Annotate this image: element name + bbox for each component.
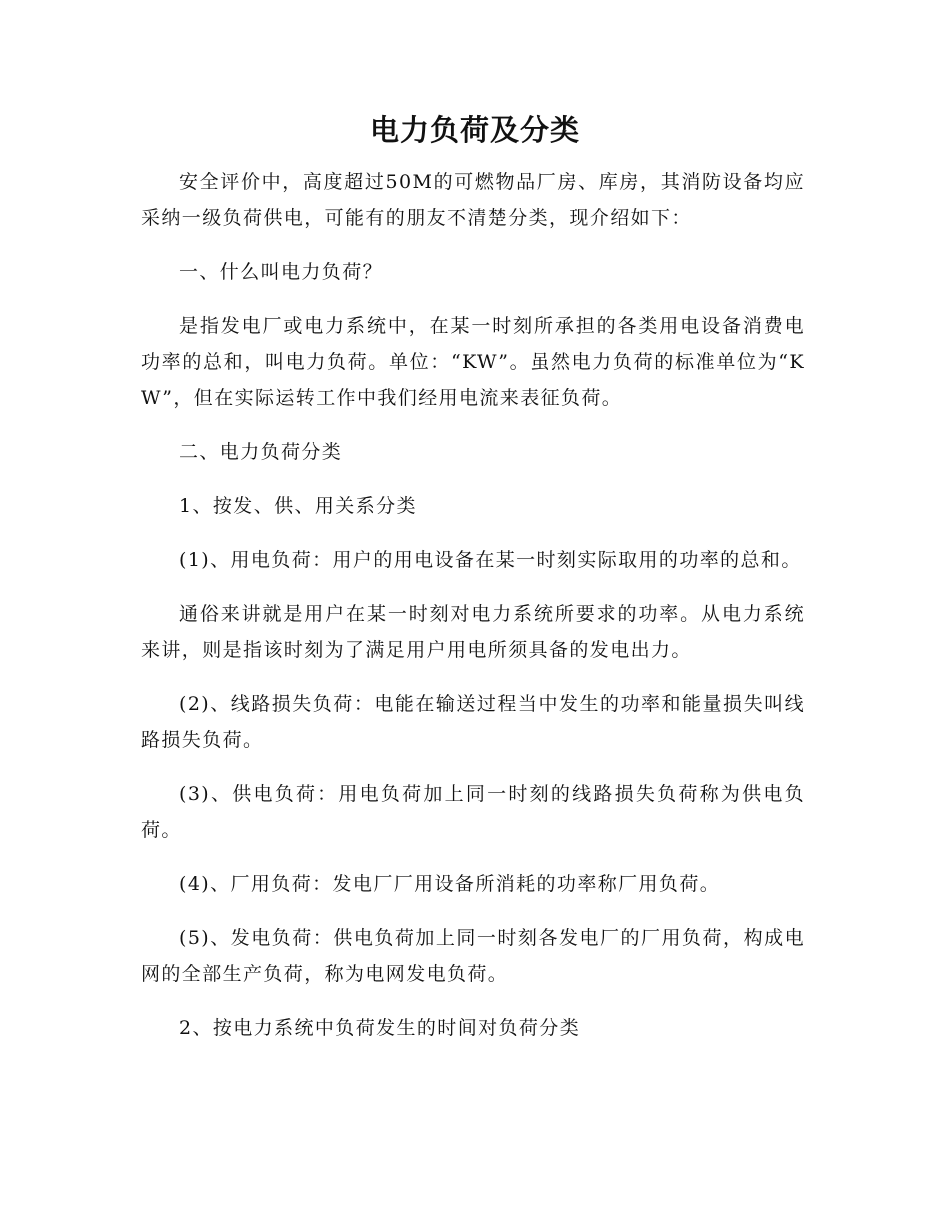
subsection-heading-2: 2、按电力系统中负荷发生的时间对负荷分类 bbox=[179, 1017, 581, 1039]
paragraph-intro: 安全评价中，高度超过50M的可燃物品厂房、库房，其消防设备均应采纳一级负荷供电，可能有的朋友不清楚分类，现介绍如下： bbox=[141, 171, 805, 229]
section-heading-1: 一、什么叫电力负荷？ bbox=[179, 261, 384, 283]
paragraph-item-5: (5)、发电负荷：供电负荷加上同一时刻各发电厂的厂用负荷，构成电网的全部生产负荷，称为电网发电负荷。 bbox=[141, 927, 805, 985]
section-heading-2: 二、电力负荷分类 bbox=[179, 441, 343, 463]
subsection-heading-1: 1、按发、供、用关系分类 bbox=[179, 495, 417, 517]
paragraph-item-1: (1)、用电负荷：用户的用电设备在某一时刻实际取用的功率的总和。 bbox=[179, 549, 802, 571]
paragraph-item-3: (3)、供电负荷：用电负荷加上同一时刻的线路损失负荷称为供电负荷。 bbox=[141, 783, 805, 841]
document-title: 电力负荷及分类 bbox=[369, 113, 580, 147]
paragraph-item-4: (4)、厂用负荷：发电厂厂用设备所消耗的功率称厂用负荷。 bbox=[179, 873, 721, 895]
paragraph-item-2: (2)、线路损失负荷：电能在输送过程当中发生的功率和能量损失叫线路损失负荷。 bbox=[141, 693, 805, 751]
paragraph-item-1-explanation: 通俗来讲就是用户在某一时刻对电力系统所要求的功率。从电力系统来讲，则是指该时刻为了满足用户用电所须具备的发电出力。 bbox=[141, 603, 805, 661]
document-body bbox=[141, 164, 805, 1064]
paragraph-definition: 是指发电厂或电力系统中，在某一时刻所承担的各类用电设备消费电功率的总和，叫电力负荷。单位：“KW”。虽然电力负荷的标准单位为“KW”，但在实际运转工作中我们经用电流来表征负荷。 bbox=[141, 315, 805, 409]
